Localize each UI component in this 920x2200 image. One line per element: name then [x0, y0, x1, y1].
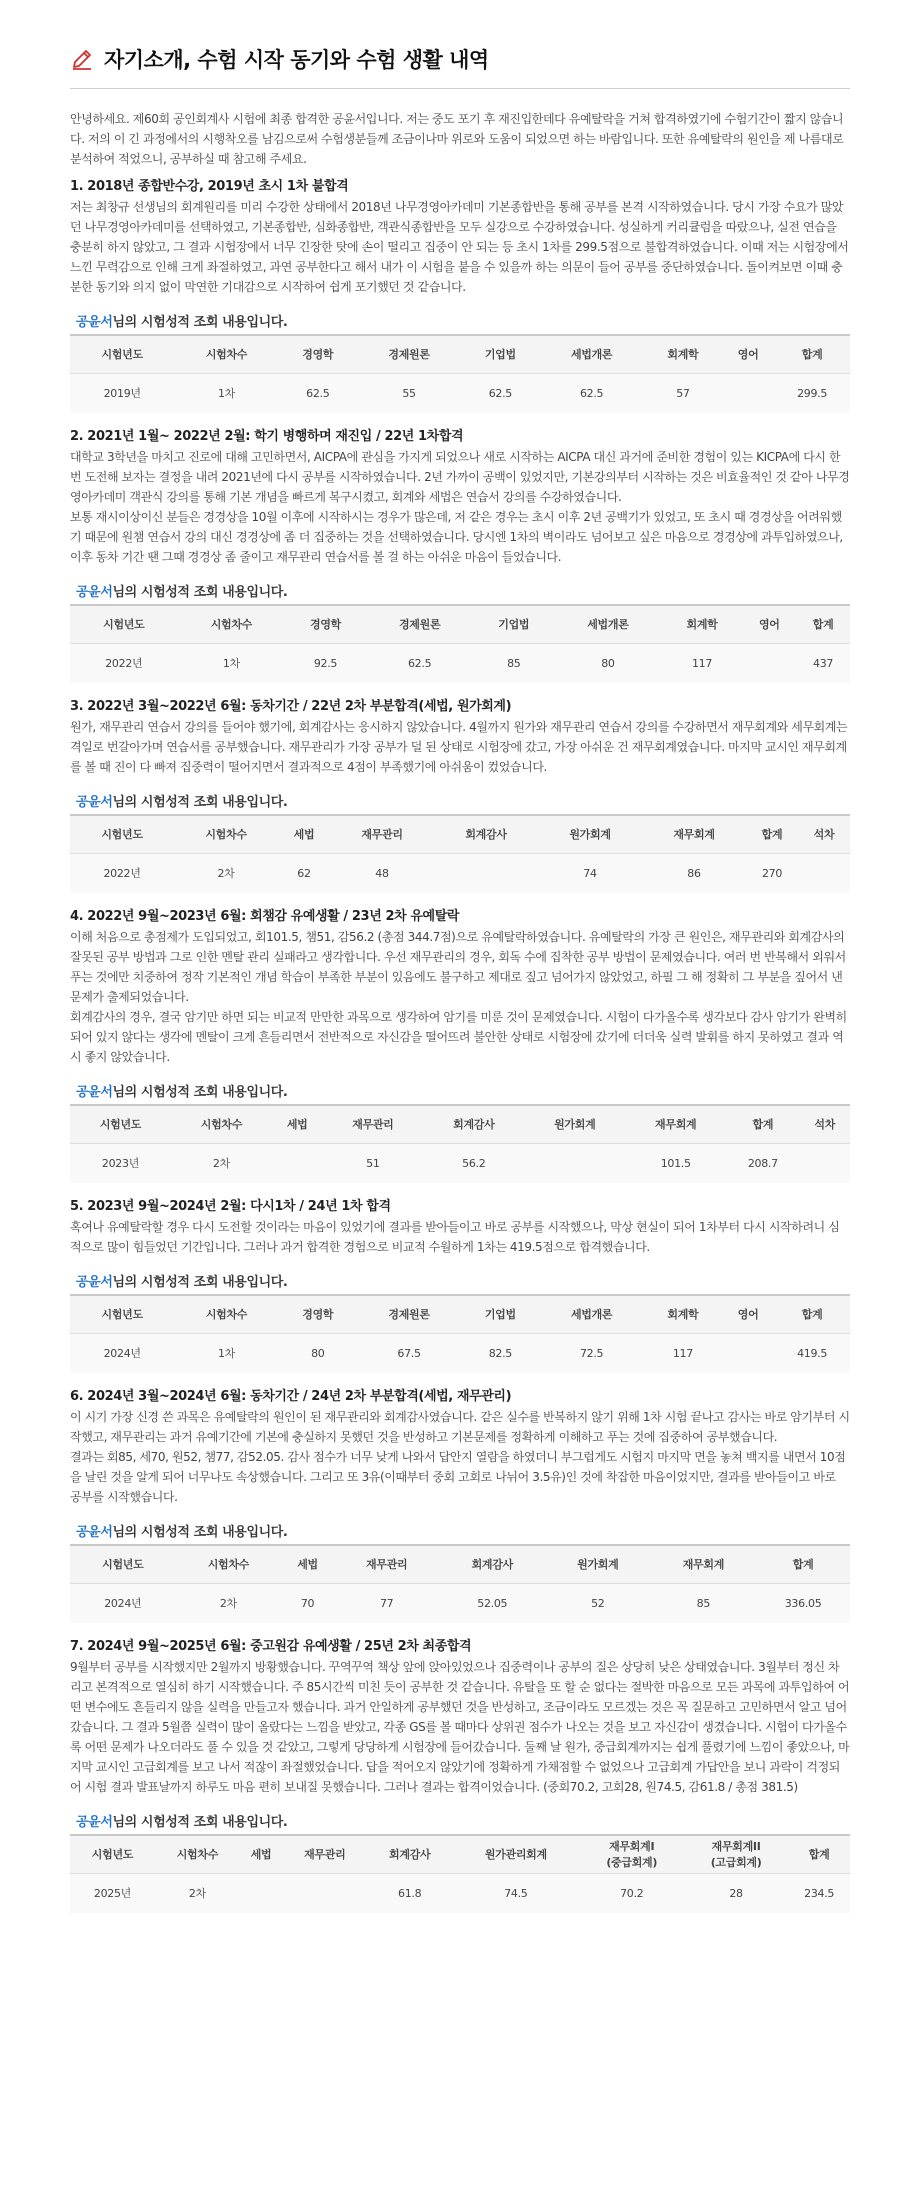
- table-header-cell: 합계: [796, 605, 850, 643]
- table-header-cell: 원가관리회계: [452, 1835, 579, 1873]
- section-2: [70, 427, 850, 683]
- caption-text: 님의 시험성적 조회 내용입니다.: [112, 1275, 288, 1290]
- table-header-cell: 시험차수: [178, 605, 286, 643]
- section-paragraph: 9월부터 공부를 시작했지만 2월까지 방황했습니다. 꾸역꾸역 책상 앞에 앉아있었으나 집중력이나 공부의 질은 상당히 낮은 상태였습니다. 3월부터 정신 차리고 본격적으로 열심히 하기 시작했습니다. 주 85시간씩 미친 듯이 공부한 것 같습니다. 유탈을 또 할 순 없다는 절박한 마음으로 모든 과목에 과투입하여 어떤 변수에도 흔들리지 않을 실력을 만들고자 했습니다. 과거 안일하게 공부했던 것을 반성하고, 조금이라도 모르겠는 것은 꼭 질문하고 고민하면서 알고 넘어갔습니다. 그 결과 5월쯤 실력이 많이 올랐다는 느낌을 받았고, 각종 GS를 볼 때마다 상위권 점수가 나오는 것을 보고 자신감이 생겼습니다. 시험이 다가올수록 어떤 문제가 나오더라도 풀 수 있을 것 같았고, 그렇게 당당하게 시험장에 들어갔습니다. 둘째 날 원가, 중급회계까지는 쉽게 풀렸기에 느낌이 좋았으나, 마지막 교시인 고급회계를 보고 나서 적잖이 좌절했었습니다. 답을 적어오지 않았기에 정확하게 가채점할 수 없었으나 고급회계 가답안을 보니 과락이 걱정되어 시험 결과 발표날까지 하루도 마음 편히 보내질 못했습니다. 그러나 결과는 합격이었습니다. (중회70.2, 고회28, 원74.5, 감61.8 / 총점 381.5): [70, 1660, 850, 1794]
- table-cell: 2차: [171, 1143, 272, 1183]
- section-paragraph: 이 시기 가장 신경 쓴 과목은 유예탈락의 원인이 된 재무관리와 회계감사였습니다. 같은 실수를 반복하지 않기 위해 1차 시험 끝나고 감사는 바로 암기부터 시작했고, 재무관리는 과거 유예기간에 기본에 충실하지 못했던 것을 반성하고 기본문제를 정확하게 이해하고 푸는 것에 집중하여 공부했습니다.: [70, 1410, 850, 1444]
- table-cell: 62.5: [461, 373, 539, 413]
- table-cell: 2024년: [70, 1583, 176, 1623]
- table-cell: 82.5: [461, 1333, 539, 1373]
- table-header-row: [70, 605, 850, 643]
- table-cell: 336.05: [756, 1583, 850, 1623]
- table-header-cell: 세법개론: [554, 605, 662, 643]
- score-table: [70, 334, 850, 413]
- score-box: [70, 1267, 850, 1373]
- section-4: [70, 907, 850, 1183]
- table-row: [70, 1333, 850, 1373]
- candidate-name: 공윤서: [76, 1815, 113, 1830]
- table-header-cell: 시험년도: [70, 335, 174, 373]
- section-3: [70, 697, 850, 893]
- table-cell: 70.2: [580, 1873, 684, 1913]
- table-header-cell: 회계감사: [423, 1105, 524, 1143]
- score-box: [70, 1077, 850, 1183]
- table-cell: 2024년: [70, 1333, 174, 1373]
- candidate-name: 공윤서: [76, 1085, 113, 1100]
- table-header-cell: 회계학: [644, 335, 722, 373]
- table-header-cell: 시험년도: [70, 1835, 155, 1873]
- table-cell: 92.5: [285, 643, 366, 683]
- table-cell: 85: [473, 643, 554, 683]
- table-header-cell: 합계: [774, 1295, 850, 1333]
- table-cell: [722, 373, 774, 413]
- table-cell: 299.5: [774, 373, 850, 413]
- section-heading: 5. 2023년 9월~2024년 2월: 다시1차 / 24년 1차 합격: [70, 1199, 391, 1214]
- table-header-cell: 기업법: [461, 1295, 539, 1333]
- caption-text: 님의 시험성적 조회 내용입니다.: [112, 1525, 288, 1540]
- section-paragraph: 저는 최창규 선생님의 회계원리를 미리 수강한 상태에서 2018년 나무경영아카데미 기본종합반을 통해 공부를 본격 시작하였습니다. 당시 가장 수요가 많았던 나무경영아카데미를 선택하였고, 기본종합반, 심화종합반, 객관식종합반을 모두 실강으로 수강하였습니다. 성실하게 커리큘럼을 따랐으나, 실전 연습을 충분히 하지 않았고, 그 결과 시험장에서 너무 긴장한 탓에 손이 떨리고 집중이 안 되는 등 초시 1차를 299.5점으로 불합격하였습니다. 이때 저는 시험장에서 느낀 무력감으로 인해 크게 좌절하였고, 과연 공부한다고 해서 내가 이 시험을 붙을 수 있을까 하는 의문이 들어 공부를 중단하였습니다. 돌이켜보면 이때 충분한 동기와 의지 없이 막연한 기대감으로 시작하여 쉽게 포기했던 것 같습니다.: [70, 200, 849, 294]
- table-cell: 86: [642, 853, 746, 893]
- table-header-cell: 세법: [272, 1105, 322, 1143]
- table-header-cell: 세법: [240, 1835, 282, 1873]
- table-cell: 437: [796, 643, 850, 683]
- table-cell: 62: [278, 853, 330, 893]
- title-row: [70, 0, 850, 89]
- table-cell: 2차: [155, 1873, 240, 1913]
- section-5: [70, 1197, 850, 1373]
- table-header-cell: 시험년도: [70, 1545, 176, 1583]
- section-heading: 1. 2018년 종합반수강, 2019년 초시 1차 불합격: [70, 179, 349, 194]
- table-cell: [282, 1873, 367, 1913]
- table-row: [70, 1143, 850, 1183]
- section-paragraph: 이해 처음으로 총점제가 도입되었고, 회101.5, 챔51, 감56.2 (총점 344.7점)으로 유예탈락하였습니다. 유예탈락의 가장 큰 원인은, 재무관리와 회계감사의 잘못된 공부 방법과 그로 인한 멘탈 관리 실패라고 생각합니다. 우선 재무관리의 경우, 회독 수에 집착한 공부 방법이 문제였습니다. 여러 번 반복해서 외워서 푸는 것에만 치중하여 정작 기본적인 개념 학습이 부족한 부분이 있음에도 불구하고 제대로 짚고 넘어가지 않았었고, 하필 그 해 정확히 그 부분을 짚어서 낸 문제가 출제되었습니다.: [70, 930, 846, 1004]
- table-cell: 270: [746, 853, 798, 893]
- table-cell: 1차: [178, 643, 286, 683]
- table-header-cell: 재무관리: [322, 1105, 423, 1143]
- table-cell: 85: [651, 1583, 757, 1623]
- score-caption: [70, 577, 850, 604]
- score-caption: [70, 1077, 850, 1104]
- table-header-cell: 시험차수: [176, 1545, 282, 1583]
- table-header-cell: 시험년도: [70, 815, 174, 853]
- table-header-row: [70, 1105, 850, 1143]
- score-caption: [70, 1807, 850, 1834]
- caption-text: 님의 시험성적 조회 내용입니다.: [112, 1085, 288, 1100]
- score-box: [70, 1517, 850, 1623]
- table-header-cell: 세법: [281, 1545, 334, 1583]
- table-header-cell: 재무관리: [282, 1835, 367, 1873]
- score-box: [70, 787, 850, 893]
- section-paragraph: 결과는 회85, 세70, 원52, 챔77, 감52.05. 감사 점수가 너무 낮게 나와서 답안지 열람을 하였더니 부그럽게도 시험지 마지막 면을 놓쳐 백지를 내면서 10점을 날린 것을 알게 되어 너무나도 속상했습니다. 그리고 또 3유(이때부터 중회 고회로 나뉘어 3.5유)인 것에 착잡한 마음이었지만, 결과를 받아들이고 바로 공부를 시작했습니다.: [70, 1450, 846, 1504]
- table-cell: 1차: [174, 373, 278, 413]
- table-cell: [798, 853, 850, 893]
- table-header-cell: 시험년도: [70, 605, 178, 643]
- table-header-cell: 회계감사: [439, 1545, 545, 1583]
- candidate-name: 공윤서: [76, 795, 113, 810]
- caption-text: 님의 시험성적 조회 내용입니다.: [112, 795, 288, 810]
- section-heading: 3. 2022년 3월~2022년 6월: 동차기간 / 22년 2차 부분합격(세법, 원가회계): [70, 699, 512, 714]
- table-header-cell: 시험차수: [174, 335, 278, 373]
- table-cell: 101.5: [625, 1143, 726, 1183]
- table-cell: 70: [281, 1583, 334, 1623]
- table-cell: 2022년: [70, 853, 174, 893]
- section-heading: 6. 2024년 3월~2024년 6월: 동차기간 / 24년 2차 부분합격(세법, 재무관리): [70, 1389, 512, 1404]
- table-header-cell: 재무회계II (고급회계): [684, 1835, 788, 1873]
- table-cell: 48: [330, 853, 434, 893]
- table-cell: [272, 1143, 322, 1183]
- table-cell: 62.5: [539, 373, 643, 413]
- table-header-cell: 재무관리: [330, 815, 434, 853]
- table-header-cell: 합계: [746, 815, 798, 853]
- table-cell: 62.5: [366, 643, 474, 683]
- candidate-name: 공윤서: [76, 1275, 113, 1290]
- section-heading: 4. 2022년 9월~2023년 6월: 회챔감 유예생활 / 23년 2차 유예탈락: [70, 909, 460, 924]
- score-caption: [70, 307, 850, 334]
- table-cell: 80: [279, 1333, 357, 1373]
- table-header-row: [70, 1545, 850, 1583]
- score-table: [70, 604, 850, 683]
- table-header-cell: 합계: [726, 1105, 799, 1143]
- table-header-cell: 경제원론: [357, 335, 461, 373]
- score-table: [70, 1104, 850, 1183]
- score-table: [70, 1834, 850, 1913]
- table-cell: [524, 1143, 625, 1183]
- score-table: [70, 1544, 850, 1623]
- section-6: [70, 1387, 850, 1623]
- caption-text: 님의 시험성적 조회 내용입니다.: [112, 315, 288, 330]
- table-cell: 117: [662, 643, 743, 683]
- table-header-cell: 시험차수: [171, 1105, 272, 1143]
- table-header-cell: 시험년도: [70, 1295, 174, 1333]
- table-cell: 1차: [174, 1333, 278, 1373]
- page-title: 자기소개, 수험 시작 동기와 수험 생활 내역: [104, 48, 489, 72]
- score-caption: [70, 787, 850, 814]
- table-header-cell: 경영학: [279, 1295, 357, 1333]
- table-cell: 419.5: [774, 1333, 850, 1373]
- table-header-cell: 재무회계: [625, 1105, 726, 1143]
- table-header-cell: 재무관리: [334, 1545, 440, 1583]
- table-cell: 51: [322, 1143, 423, 1183]
- candidate-name: 공윤서: [76, 585, 113, 600]
- table-row: [70, 1873, 850, 1913]
- table-header-cell: 영어: [742, 605, 796, 643]
- score-table: [70, 814, 850, 893]
- table-cell: 56.2: [423, 1143, 524, 1183]
- table-header-cell: 영어: [722, 335, 774, 373]
- table-cell: 2025년: [70, 1873, 155, 1913]
- section-heading: 7. 2024년 9월~2025년 6월: 중고원감 유예생활 / 25년 2차 최종합격: [70, 1639, 472, 1654]
- table-cell: [722, 1333, 774, 1373]
- section-paragraph: 원가, 재무관리 연습서 강의를 들어야 했기에, 회계감사는 응시하지 않았습니다. 4월까지 원가와 재무관리 연습서 강의를 수강하면서 재무회계와 세무회계는 격일로 번갈아가며 연습서를 공부했습니다. 재무관리가 가장 공부가 덜 된 상태로 시험장에 갔고, 가장 아쉬운 건 재무회계였습니다. 마지막 교시인 재무회계를 볼 때 진이 다 빠져 집중력이 떨어지면서 결과적으로 4점이 부족했기에 아쉬움이 컸었습니다.: [70, 720, 848, 774]
- table-header-cell: 재무회계: [651, 1545, 757, 1583]
- table-header-cell: 기업법: [473, 605, 554, 643]
- table-header-cell: 시험차수: [174, 815, 278, 853]
- table-header-cell: 시험차수: [174, 1295, 278, 1333]
- table-cell: 55: [357, 373, 461, 413]
- table-cell: 52.05: [439, 1583, 545, 1623]
- table-header-cell: 회계학: [644, 1295, 722, 1333]
- score-box: [70, 307, 850, 413]
- section-paragraph: 보통 재시이상이신 분들은 경경상을 10월 이후에 시작하시는 경우가 많은데, 저 같은 경우는 초시 이후 2년 공백기가 있었고, 또 초시 때 경경상을 어려워했기 때문에 원챔 연습서 강의 대신 경경상에 좀 더 집중하는 것을 선택하였습니다. 당시엔 1차의 벽이라도 넘어보고 싶은 마음으로 경경상에 과투입하였으나, 이후 동차 기간 땐 그때 경경상 좀 줄이고 재무관리 연습서를 볼 걸 하는 아쉬운 마음이 들었습니다.: [70, 510, 843, 564]
- table-cell: [799, 1143, 850, 1183]
- table-cell: 61.8: [367, 1873, 452, 1913]
- table-row: [70, 1583, 850, 1623]
- section-heading: 2. 2021년 1월~ 2022년 2월: 학기 병행하며 재진입 / 22년 1차합격: [70, 429, 464, 444]
- table-header-row: [70, 1295, 850, 1333]
- table-header-cell: 원가회계: [538, 815, 642, 853]
- table-cell: 117: [644, 1333, 722, 1373]
- table-row: [70, 373, 850, 413]
- table-header-cell: 세법: [278, 815, 330, 853]
- table-header-row: [70, 1835, 850, 1873]
- table-cell: 234.5: [788, 1873, 850, 1913]
- pencil-icon: [70, 47, 94, 71]
- table-header-cell: 석차: [799, 1105, 850, 1143]
- table-cell: 52: [545, 1583, 651, 1623]
- table-header-row: [70, 335, 850, 373]
- table-header-cell: 회계감사: [367, 1835, 452, 1873]
- score-box: [70, 1807, 850, 1913]
- score-caption: [70, 1517, 850, 1544]
- table-header-cell: 회계감사: [434, 815, 538, 853]
- score-caption: [70, 1267, 850, 1294]
- table-cell: [240, 1873, 282, 1913]
- table-header-cell: 원가회계: [545, 1545, 651, 1583]
- sections-container: [70, 177, 850, 1913]
- candidate-name: 공윤서: [76, 315, 113, 330]
- score-table: [70, 1294, 850, 1373]
- table-header-cell: 경제원론: [357, 1295, 461, 1333]
- table-cell: 2022년: [70, 643, 178, 683]
- section-7: [70, 1637, 850, 1913]
- section-1: [70, 177, 850, 413]
- table-header-cell: 합계: [774, 335, 850, 373]
- table-header-cell: 세법개론: [539, 335, 643, 373]
- table-header-cell: 석차: [798, 815, 850, 853]
- table-header-cell: 재무회계: [642, 815, 746, 853]
- table-cell: 2023년: [70, 1143, 171, 1183]
- caption-text: 님의 시험성적 조회 내용입니다.: [112, 1815, 288, 1830]
- table-header-cell: 시험차수: [155, 1835, 240, 1873]
- table-cell: 28: [684, 1873, 788, 1913]
- table-header-cell: 영어: [722, 1295, 774, 1333]
- table-header-cell: 기업법: [461, 335, 539, 373]
- score-box: [70, 577, 850, 683]
- table-header-cell: 합계: [788, 1835, 850, 1873]
- table-cell: [434, 853, 538, 893]
- section-paragraph: 회계감사의 경우, 결국 암기만 하면 되는 비교적 만만한 과목으로 생각하여 암기를 미룬 것이 문제였습니다. 시험이 다가올수록 생각보다 감사 암기가 완벽히 되어 있지 않다는 생각에 멘탈이 크게 흔들리면서 전반적으로 자신감을 떨어뜨려 불안한 상태로 시험장에 갔기에 더더욱 실력 발휘를 하지 못하였고 결과 역시 좋지 않았습니다.: [70, 1010, 847, 1064]
- table-header-cell: 시험년도: [70, 1105, 171, 1143]
- table-cell: 62.5: [279, 373, 357, 413]
- table-header-cell: 경영학: [285, 605, 366, 643]
- table-header-row: [70, 815, 850, 853]
- table-cell: 208.7: [726, 1143, 799, 1183]
- table-cell: 74.5: [452, 1873, 579, 1913]
- table-header-cell: 세법개론: [539, 1295, 643, 1333]
- caption-text: 님의 시험성적 조회 내용입니다.: [112, 585, 288, 600]
- table-cell: 2차: [176, 1583, 282, 1623]
- table-cell: 67.5: [357, 1333, 461, 1373]
- section-paragraph: 대학교 3학년을 마치고 진로에 대해 고민하면서, AICPA에 관심을 가지게 되었으나 새로 시작하는 AICPA 대신 과거에 준비한 경험이 있는 KICPA에 다시 한번 도전해 보자는 결정을 내려 2021년에 다시 공부를 시작하였습니다. 2년 가까이 공백이 있었지만, 기본강의부터 시작하는 것은 비효율적인 것 같아 나무경영아카데미 객관식 강의를 통해 기본 개념을 빠르게 복구시켰고, 회계와 세법은 연습서 강의를 수강하였습니다.: [70, 450, 850, 504]
- table-cell: 72.5: [539, 1333, 643, 1373]
- table-row: [70, 643, 850, 683]
- intro-paragraph: 안녕하세요. 제60회 공인회계사 시험에 최종 합격한 공윤서입니다. 저는 중도 포기 후 재진입한데다 유예탈락을 거쳐 합격하였기에 수험기간이 짧지 않습니다. 저의 이 긴 과정에서의 시행착오를 남김으로써 수험생분들께 조금이나마 위로와 도움이 되었으면 하는 바람입니다. 또한 유예탈락의 원인을 제 나름대로 분석하여 적었으니, 공부하실 때 참고해 주세요.: [70, 112, 844, 166]
- table-header-cell: 회계학: [662, 605, 743, 643]
- table-cell: 74: [538, 853, 642, 893]
- section-paragraph: 혹여나 유예탈락할 경우 다시 도전할 것이라는 마음이 있었기에 결과를 받아들이고 바로 공부를 시작했으나, 막상 현실이 되어 1차부터 다시 시작하려니 심적으로 많이 힘들었던 기간입니다. 그러나 과거 합격한 경험으로 비교적 수월하게 1차는 419.5점으로 합격했습니다.: [70, 1220, 840, 1254]
- table-cell: 57: [644, 373, 722, 413]
- table-header-cell: 경제원론: [366, 605, 474, 643]
- table-header-cell: 원가회계: [524, 1105, 625, 1143]
- table-header-cell: 경영학: [279, 335, 357, 373]
- table-cell: 77: [334, 1583, 440, 1623]
- table-cell: [742, 643, 796, 683]
- candidate-name: 공윤서: [76, 1525, 113, 1540]
- table-row: [70, 853, 850, 893]
- table-header-cell: 재무회계I (중급회계): [580, 1835, 684, 1873]
- table-cell: 2019년: [70, 373, 174, 413]
- table-cell: 2차: [174, 853, 278, 893]
- table-cell: 80: [554, 643, 662, 683]
- table-header-cell: 합계: [756, 1545, 850, 1583]
